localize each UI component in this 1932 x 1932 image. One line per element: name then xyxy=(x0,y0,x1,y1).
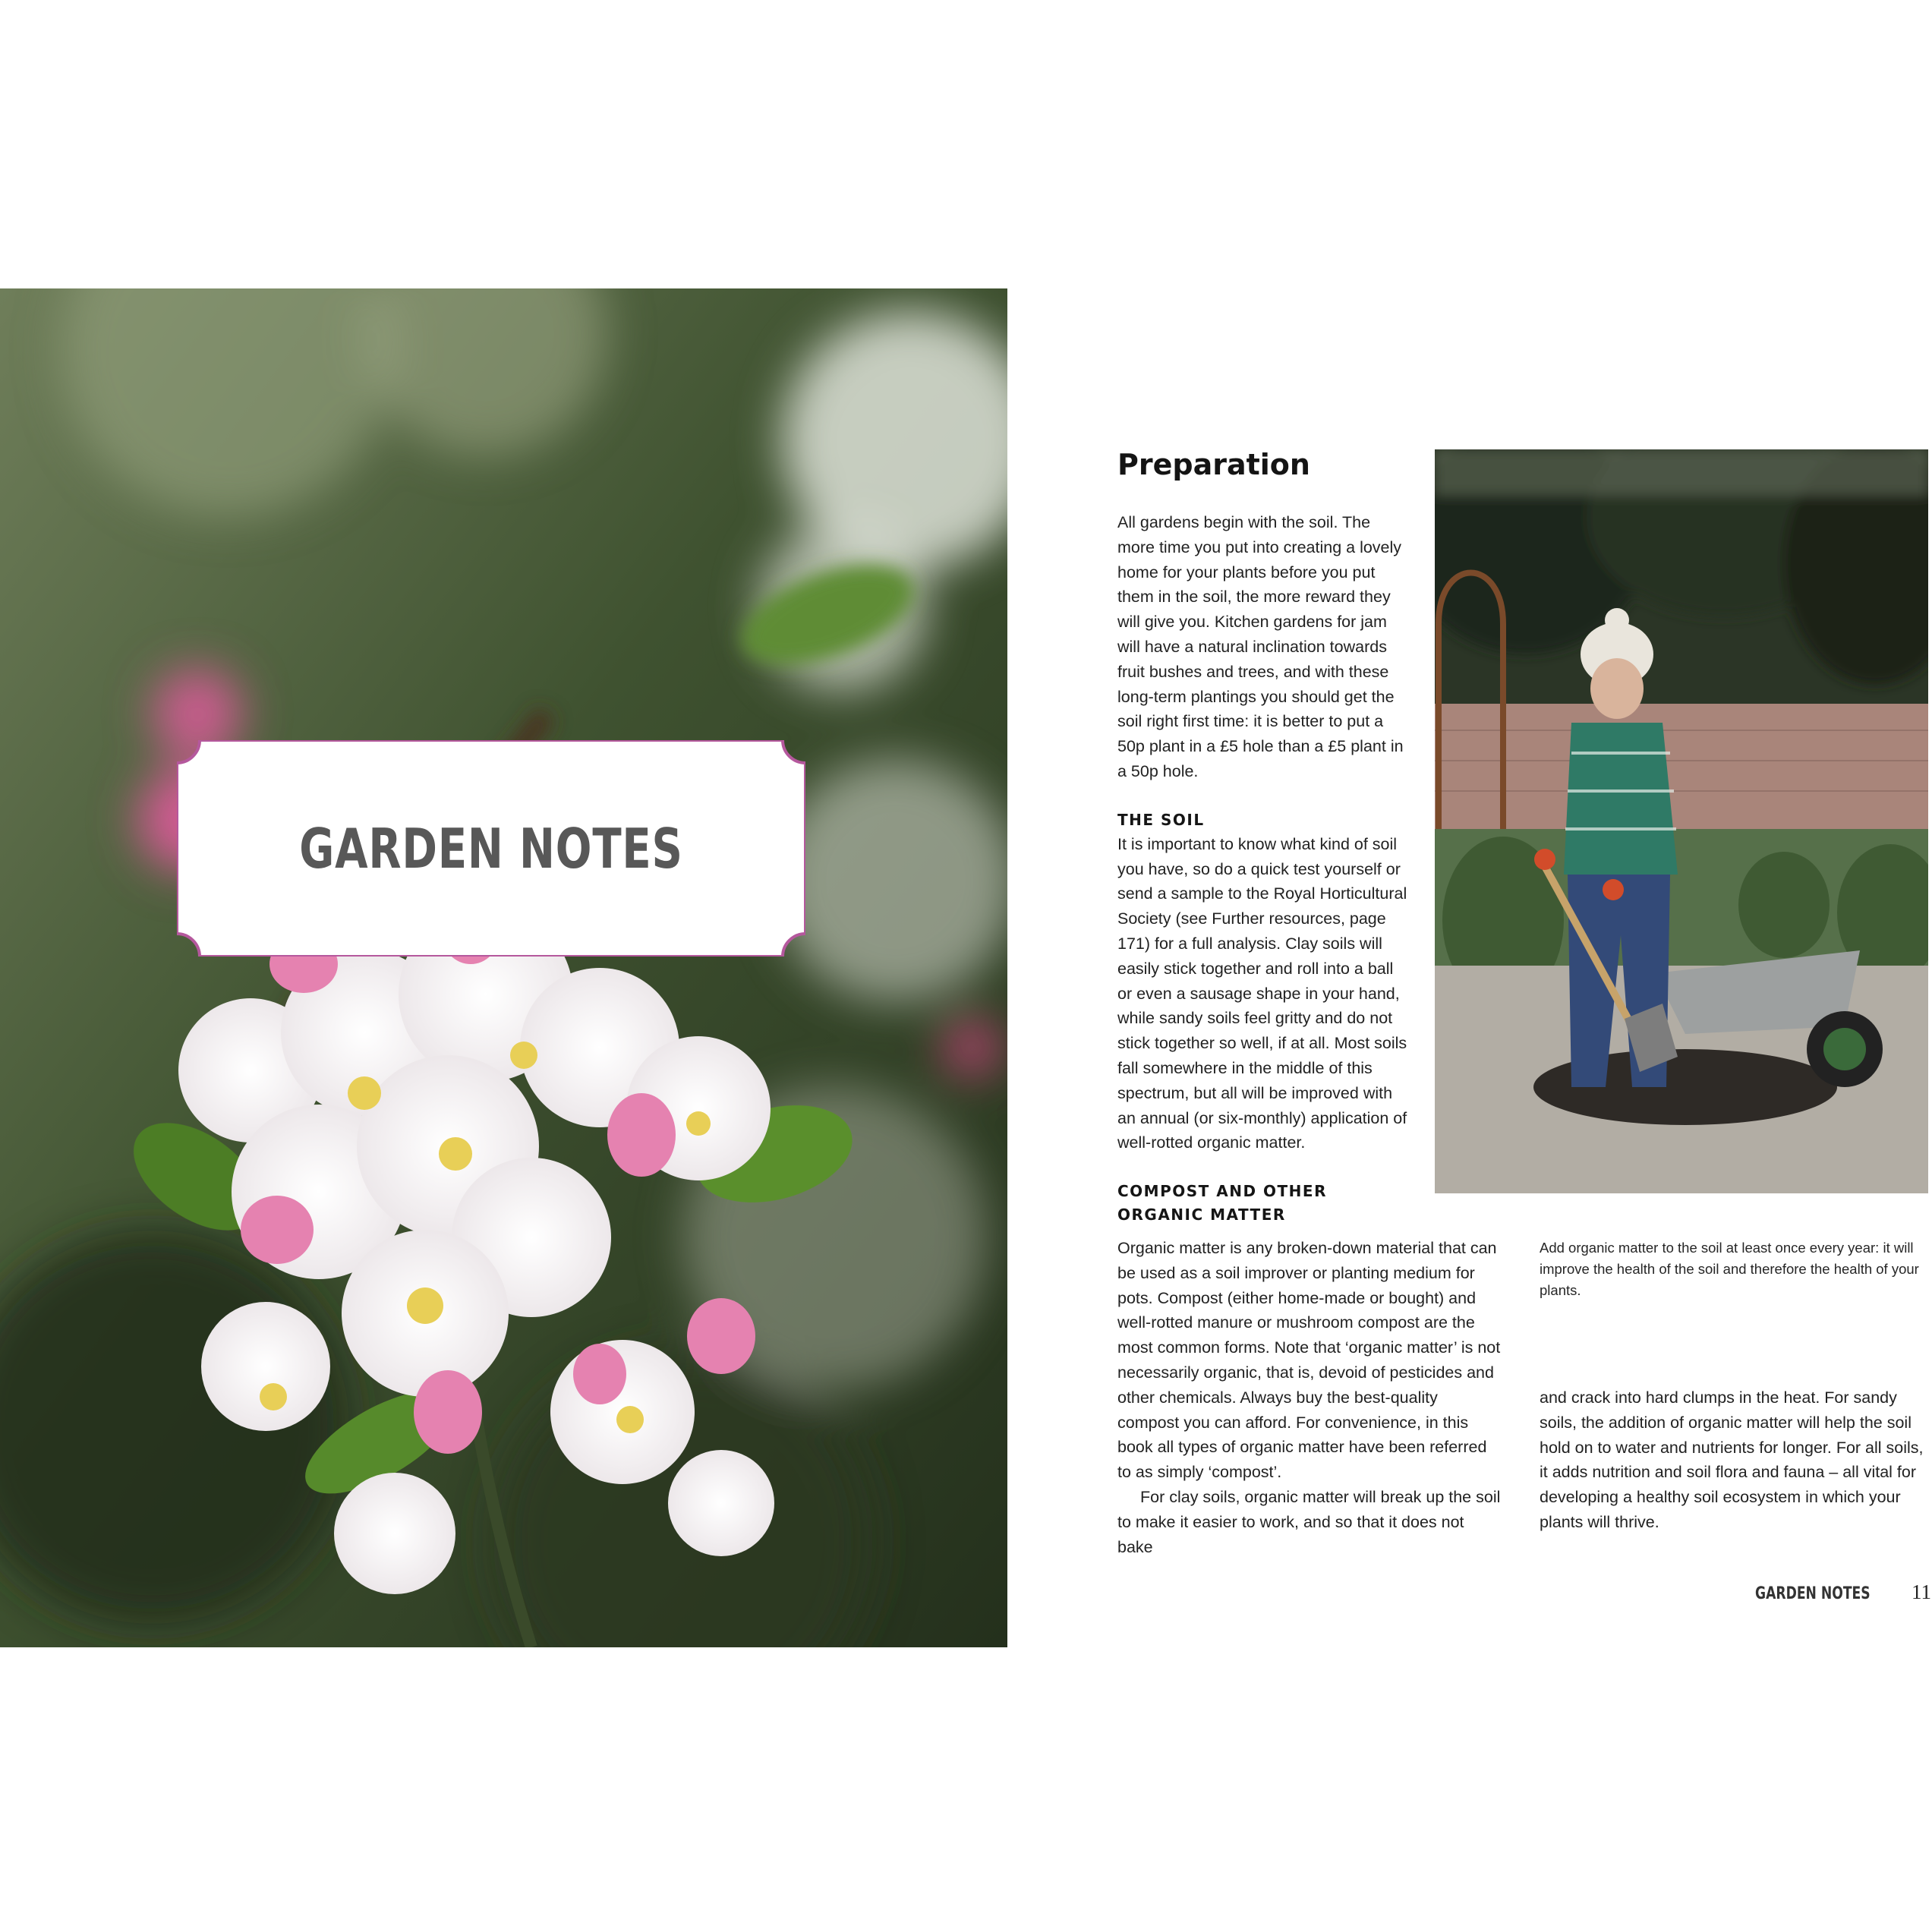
photo-caption: Add organic matter to the soil at least once every year: it will improve the health of the soil and therefore the health of your plants. xyxy=(1540,1240,1919,1298)
apple-blossom-icon xyxy=(0,288,1007,1647)
soil-paragraph: It is important to know what kind of soil you have, so do a quick test yourself or send a sample to the Royal Horticultural Society (see Further resources, page 171) for a full analysis. Clay soils will easily stick together and roll into a ball or even a sausage shape in your hand, while sandy soils feel gritty and do not stick together so well, if at all. Most soils fall somewhere in the middle of this spectrum, but all will be improved with an annual (or six-monthly) application of well-rotted organic matter. xyxy=(1117,834,1407,1152)
compost-heading-line2: ORGANIC MATTER xyxy=(1117,1206,1286,1224)
compost-paragraph-3: and crack into hard clumps in the heat. For sandy soils, the addition of organic matter will help the soil hold on to water and nutrients for longer. For all soils, it adds nutrition and soil flora and fauna – all vital for developing a healthy soil ecosystem in which your plants will thrive. xyxy=(1540,1388,1924,1531)
section-title: GARDEN NOTES xyxy=(299,816,683,881)
apple-blossom-photo xyxy=(0,288,1007,1647)
gardener-photo xyxy=(1435,449,1928,1193)
compost-column xyxy=(1117,1236,1503,1559)
page-heading: Preparation xyxy=(1117,448,1310,481)
compost-paragraph-1: Organic matter is any broken-down material that can be used as a soil improver or planting medium for pots. Compost (either home-made or bought) and well-rotted manure or mushroom compost are the most common forms. Note that ‘organic matter’ is not necessarily organic, that is, devoid of pesticides and other chemicals. Always buy the best-quality compost you can afford. For convenience, in this book all types of organic matter have been referred to as simply ‘compost’. xyxy=(1117,1239,1501,1482)
intro-column xyxy=(1117,510,1410,1227)
compost-paragraph-2: For clay soils, organic matter will break up the soil to make it easier to work, and so that it does not bake xyxy=(1117,1487,1501,1556)
continuation-column xyxy=(1540,1385,1927,1535)
page-number: 11 xyxy=(1912,1581,1931,1603)
gardener-with-spade-icon xyxy=(1435,449,1928,1193)
title-plate xyxy=(177,740,805,957)
soil-heading: THE SOIL xyxy=(1117,810,1205,829)
intro-paragraph: All gardens begin with the soil. The more time you put into creating a lovely home for your plants before you put them in the soil, the more reward they will give you. Kitchen gardens for jam will have a natural inclination towards fruit bushes and trees, and with these long-term plantings you should get the soil right first time: it is better to put a 50p plant in a £5 hole than a £5 plant in a 50p hole. xyxy=(1117,513,1404,780)
running-footer: GARDEN NOTES xyxy=(1755,1584,1871,1603)
compost-heading-line1: COMPOST AND OTHER xyxy=(1117,1182,1327,1201)
